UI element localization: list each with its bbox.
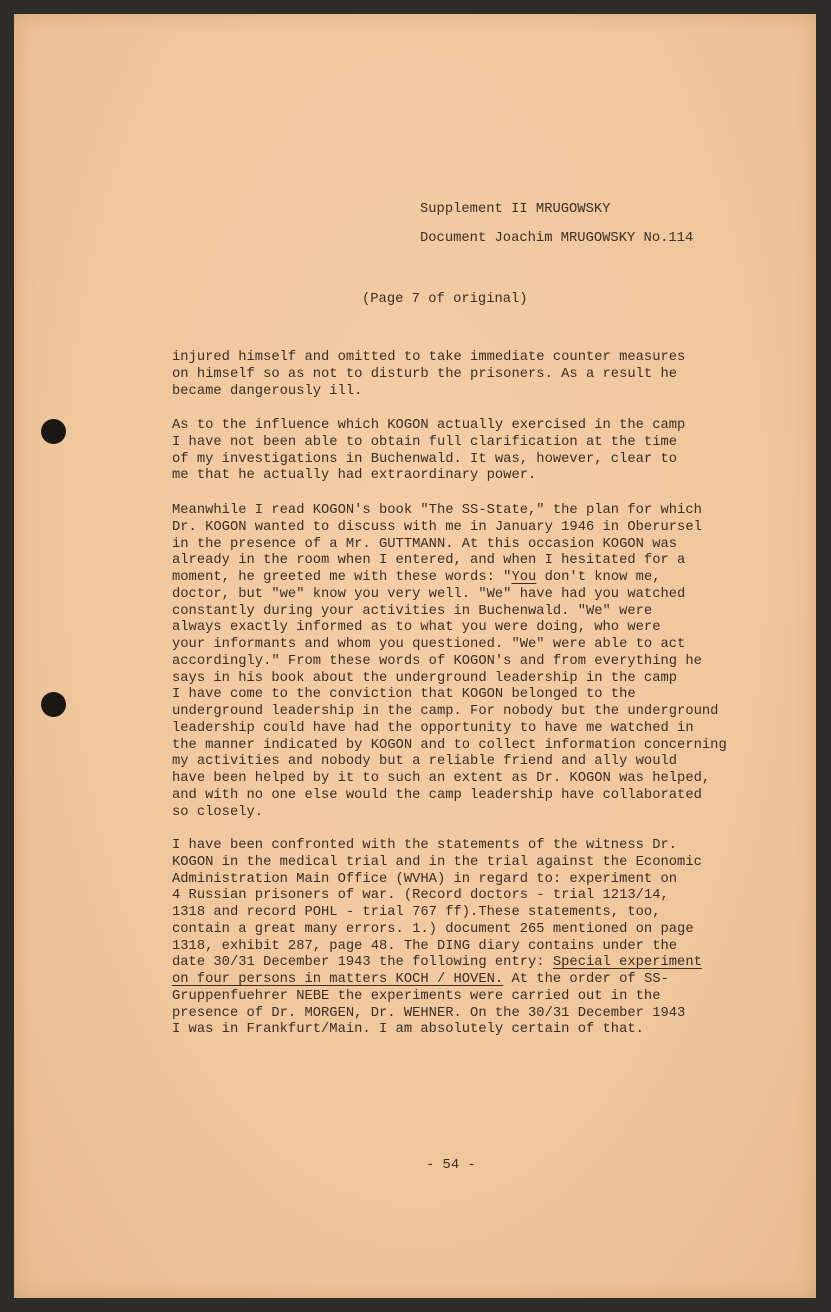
text-line: 4 Russian prisoners of war. (Record doctors - trial 1213/14,	[172, 888, 669, 904]
text-line: of my investigations in Buchenwald. It was, however, clear to	[172, 451, 678, 467]
text-line: Dr. KOGON wanted to discuss with me in January 1946 in Oberursel	[172, 519, 702, 535]
text-line: constantly during your activities in Buchenwald. "We" were	[172, 603, 653, 619]
text-line: I was in Frankfurt/Main. I am absolutely certain of that.	[172, 1022, 644, 1038]
punch-hole	[41, 419, 66, 444]
text-line: your informants and whom you questioned. "We" were able to act	[172, 637, 686, 652]
text-line: my activities and nobody but a reliable friend and ally would	[172, 754, 678, 770]
text-line: Meanwhile I read KOGON's book "The SS-State," the plan for which	[172, 503, 702, 518]
underlined-text: Special experiment	[552, 955, 702, 971]
text-line: the manner indicated by KOGON and to collect information concerning	[172, 737, 727, 753]
text-line: accordingly." From these words of KOGON's and from everything he	[172, 653, 702, 669]
text-line: always exactly informed as to what you were doing, who were	[172, 620, 661, 636]
text-line: says in his book about the underground leadership in the camp	[172, 670, 678, 686]
text-line	[172, 955, 702, 972]
page-number: - 54 -	[426, 1158, 476, 1173]
underlined-text: on four persons in matters KOCH / HOVEN.	[172, 972, 504, 987]
text-segment: date 30/31 December 1943 the following entry:	[172, 955, 553, 971]
text-line	[172, 972, 702, 989]
text-line: I have not been able to obtain full clarification at the time	[172, 434, 678, 450]
page-note: (Page 7 of original)	[362, 292, 528, 307]
text-line: so closely.	[172, 804, 264, 820]
text-line: I have been confronted with the statements of the witness Dr.	[172, 838, 678, 853]
text-line: contain a great many errors. 1.) document 265 mentioned on page	[172, 921, 694, 937]
text-line: 1318 and record POHL - trial 767 ff).These statements, too,	[172, 905, 661, 920]
text-line: leadership could have had the opportunity to have me watched in	[172, 720, 694, 736]
text-line: doctor, but "we" know you very well. "We" have had you watched	[172, 586, 686, 602]
text-segment: don't know me,	[536, 570, 661, 585]
text-line: As to the influence which KOGON actually exercised in the camp	[172, 418, 686, 433]
text-line: Gruppenfuehrer NEBE the experiments were carried out in the	[172, 988, 661, 1004]
text-line: I have come to the conviction that KOGON belonged to the	[172, 687, 636, 703]
paragraph-2	[172, 418, 685, 485]
text-line: underground leadership in the camp. For nobody but the underground	[172, 704, 719, 719]
text-line: Administration Main Office (WVHA) in regard to: experiment on	[172, 871, 678, 887]
document-heading: Document Joachim MRUGOWSKY No.114	[420, 231, 694, 246]
text-line: 1318, exhibit 287, page 48. The DING diary contains under the	[172, 938, 678, 954]
text-line: KOGON in the medical trial and in the trial against the Economic	[172, 854, 702, 870]
text-line: and with no one else would the camp leadership have collaborated	[172, 787, 702, 803]
text-line	[172, 570, 727, 587]
text-segment: moment, he greeted me with these words: "	[172, 570, 512, 585]
text-line: injured himself and omitted to take immediate counter measures	[172, 350, 686, 365]
text-line: became dangerously ill.	[172, 383, 363, 399]
supplement-heading: Supplement II MRUGOWSKY	[420, 202, 611, 217]
underlined-text: You	[511, 570, 537, 585]
punch-hole	[41, 692, 66, 717]
text-line: in the presence of a Mr. GUTTMANN. At this occasion KOGON was	[172, 536, 678, 552]
text-line: have been helped by it to such an extent as Dr. KOGON was helped,	[172, 771, 711, 786]
text-line: on himself so as not to disturb the prisoners. As a result he	[172, 366, 678, 382]
paragraph-3	[172, 503, 727, 821]
paragraph-1	[172, 350, 685, 400]
text-segment: At the order of SS-	[503, 972, 669, 987]
text-line: already in the room when I entered, and when I hesitated for a	[172, 553, 686, 569]
paragraph-4	[172, 838, 702, 1039]
text-line: me that he actually had extraordinary power.	[172, 468, 537, 484]
text-line: presence of Dr. MORGEN, Dr. WEHNER. On the 30/31 December 1943	[172, 1005, 686, 1021]
